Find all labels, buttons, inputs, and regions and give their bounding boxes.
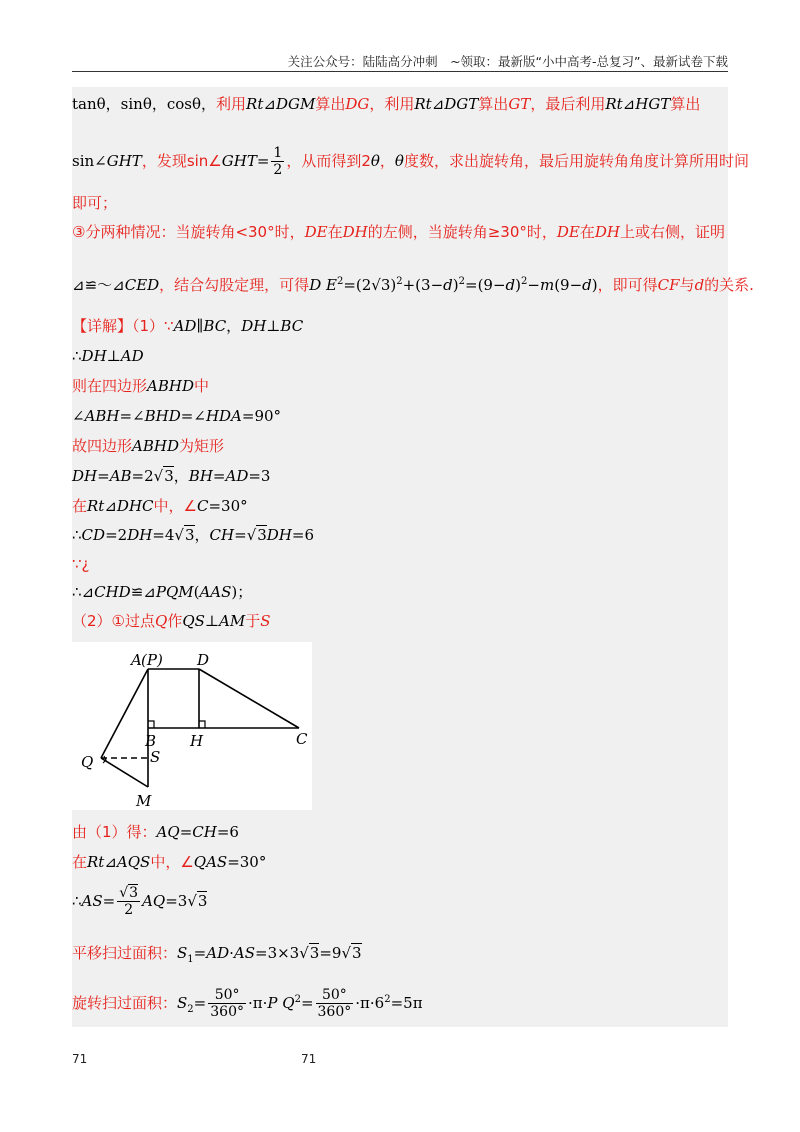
math: DH: [342, 223, 368, 241]
denominator: 360°: [210, 1004, 244, 1020]
text: ，即可得: [597, 276, 658, 294]
math: AD: [206, 944, 230, 962]
math: DGM: [275, 95, 316, 113]
solution-line-15: [72, 943, 362, 963]
sqrt: √3: [174, 526, 195, 544]
analysis-line-2: [72, 143, 749, 179]
math: PQM: [155, 583, 194, 601]
math: ⊥: [266, 317, 281, 335]
math: +(3−: [402, 276, 444, 294]
solution-line-16: [72, 983, 423, 1023]
math: Rt: [605, 95, 623, 113]
math: ·: [229, 944, 234, 962]
label-H: H: [190, 732, 204, 750]
math: ⊥: [106, 347, 121, 365]
math: ∥: [196, 317, 204, 335]
exponent: 2: [521, 276, 528, 287]
text: ，最后利用: [530, 95, 606, 113]
math: ∠: [72, 407, 85, 425]
text: ③分两种情况：当旋转角<30°时，: [72, 223, 305, 241]
math: =90°: [241, 407, 282, 425]
text: 上或右侧，证明: [620, 223, 726, 241]
solution-line-6: [72, 466, 270, 486]
text: 为矩形: [178, 437, 224, 455]
text: 中，∠: [153, 497, 197, 515]
math: ⊥: [204, 612, 220, 630]
text: 中，∠: [150, 853, 194, 871]
label-B: B: [145, 732, 157, 750]
text: 故四边形: [72, 437, 133, 455]
math: C: [196, 497, 209, 515]
math: =30°: [208, 497, 248, 515]
math: CD: [81, 526, 106, 544]
triangle-symbol: ⊿: [431, 95, 445, 113]
sqrt: √3: [299, 944, 320, 962]
math: sin∠: [72, 152, 107, 170]
math: =: [256, 152, 270, 170]
math: DH: [266, 526, 292, 544]
radicand: 3: [197, 892, 208, 910]
radicand: 3: [257, 526, 267, 544]
math: ABHD: [147, 377, 194, 395]
text: 与: [679, 276, 695, 294]
text: 则在四边形: [72, 377, 148, 395]
math: =(2√3): [343, 276, 397, 294]
label-M: M: [136, 792, 152, 810]
numerator: [117, 885, 140, 902]
label-Q: Q: [81, 753, 94, 771]
label-P: (P): [141, 651, 163, 669]
radicand: 3: [352, 944, 362, 962]
theta-text: θ，: [192, 95, 217, 113]
subscript: 1: [187, 954, 194, 965]
math: AD: [120, 347, 144, 365]
math: θ: [394, 152, 404, 170]
math: P Q: [267, 994, 295, 1012]
math: AD: [173, 317, 197, 335]
text: 作: [167, 612, 183, 630]
fraction-50-over-360: [316, 987, 354, 1020]
math: HDA: [205, 407, 242, 425]
denominator: 2: [273, 162, 283, 178]
math: −: [527, 276, 540, 294]
math: =: [102, 892, 116, 910]
therefore-symbol: ∴: [72, 892, 82, 910]
math: =: [193, 994, 207, 1012]
sin-text: θ，sin: [96, 95, 143, 113]
label-C: C: [296, 730, 308, 748]
math: AQ: [142, 892, 166, 910]
text: 利用: [216, 95, 247, 113]
math: ): [452, 276, 459, 294]
solution-line-13: [72, 852, 266, 872]
text: 在: [72, 853, 88, 871]
math: S: [260, 612, 271, 630]
math: =: [234, 526, 247, 544]
solution-line-2: [72, 346, 144, 366]
text: ，: [194, 526, 210, 544]
text: 在: [72, 497, 88, 515]
math: DH: [127, 526, 153, 544]
text: ，利用: [369, 95, 415, 113]
math: Rt: [87, 853, 105, 871]
exponent: 2: [294, 994, 301, 1005]
math: d: [505, 276, 516, 294]
text: ，结合勾股定理，可得: [159, 276, 310, 294]
math: DHC: [116, 497, 154, 515]
text: ，: [379, 152, 395, 170]
math: Rt: [87, 497, 105, 515]
math: Rt: [414, 95, 432, 113]
math: =∠: [119, 407, 145, 425]
text: ，发现sin∠: [141, 152, 222, 170]
math: GT: [508, 95, 531, 113]
analysis-line-4: [72, 222, 725, 242]
sqrt: √3: [187, 892, 208, 910]
sqrt: √3: [341, 944, 362, 962]
math: =2: [105, 526, 128, 544]
page-header: 关注公众号：陆陆高分冲刺 ~领取：最新版“小中高考-总复习”、最新试卷下载: [287, 54, 728, 69]
math: Rt: [246, 95, 264, 113]
math: =: [193, 944, 207, 962]
numerator: 1: [273, 145, 283, 161]
solution-line-12: [72, 822, 239, 842]
math: θ: [370, 152, 380, 170]
congruent-symbols: ⊿≌～⊿: [72, 276, 125, 294]
exponent: 2: [384, 994, 391, 1005]
solution-line-7: [72, 496, 248, 516]
math: =3: [248, 467, 271, 485]
fraction-50-over-360: [208, 987, 246, 1020]
radicand: 3: [129, 885, 139, 901]
math: =30°: [227, 853, 267, 871]
solution-line-14: [72, 881, 207, 921]
text: 算出: [315, 95, 346, 113]
detail-heading: 【详解】（1）∵: [72, 317, 174, 335]
math: S: [177, 994, 188, 1012]
text: ，: [173, 467, 189, 485]
denominator: 2: [124, 902, 134, 918]
sqrt: √3: [119, 885, 139, 901]
math: (9−: [554, 276, 583, 294]
text: 度数，求出旋转角，最后用旋转角角度计算所用时间: [403, 152, 749, 170]
math: QAS: [193, 853, 228, 871]
text: 的左侧，当旋转角≥30°时，: [367, 223, 557, 241]
math: =9: [319, 944, 342, 962]
exponent: 2: [396, 276, 403, 287]
content-area: [72, 87, 754, 1027]
math: DH: [81, 347, 107, 365]
math: DGT: [444, 95, 479, 113]
solution-line-11: [72, 611, 271, 631]
math: HGT: [635, 95, 671, 113]
text: （2）①过点: [72, 612, 155, 630]
math: BC: [203, 317, 227, 335]
triangle-symbol: ⊿: [104, 853, 117, 871]
therefore-symbol: ∴⊿: [72, 583, 95, 601]
radicand: 3: [184, 526, 195, 544]
segment-AQ: [101, 669, 148, 758]
math: m: [539, 276, 555, 294]
therefore-symbol: ∴: [72, 526, 82, 544]
math: =6: [291, 526, 315, 544]
math: AM: [219, 612, 246, 630]
denominator: 360°: [317, 1004, 352, 1020]
label-S: S: [150, 748, 161, 766]
solution-line-9: ∵¿: [72, 555, 90, 573]
header-rule: [72, 71, 728, 72]
segment-DC: [199, 669, 299, 728]
math: QS: [182, 612, 205, 630]
math: AS: [233, 944, 255, 962]
math: CH: [209, 526, 235, 544]
text: ，从而得到2: [286, 152, 371, 170]
exponent: 2: [336, 276, 344, 287]
cos-text: θ，cos: [142, 95, 192, 113]
math: DG: [345, 95, 370, 113]
solution-line-1: [72, 316, 303, 336]
math: =5π: [390, 994, 423, 1012]
segment-QM: [101, 758, 148, 787]
math: =3: [165, 892, 188, 910]
math: DH: [594, 223, 620, 241]
text: 由（1）得：: [72, 823, 157, 841]
math: D E: [309, 276, 337, 294]
math: (: [193, 583, 200, 601]
triangle-symbol: ⊿: [104, 497, 117, 515]
math: CED: [124, 276, 160, 294]
solution-line-3: [72, 376, 209, 396]
text: ，: [226, 317, 242, 335]
page-number-left: 71: [72, 1052, 88, 1066]
right-angle-H: [199, 721, 205, 728]
math: CH: [192, 823, 217, 841]
subscript: 2: [187, 1004, 194, 1015]
solution-line-8: [72, 525, 314, 545]
math: S: [177, 944, 188, 962]
math: =(9−: [465, 276, 506, 294]
math: =: [212, 467, 226, 485]
math: DH: [72, 467, 98, 485]
math: CHD: [94, 583, 131, 601]
math: DE: [556, 223, 580, 241]
text: 算出: [478, 95, 509, 113]
solution-line-4: [72, 406, 281, 426]
solution-line-10: [72, 582, 252, 602]
text: 在: [327, 223, 343, 241]
triangle-symbol: ⊿: [263, 95, 276, 113]
label-A: A: [131, 651, 142, 669]
math: ABH: [84, 407, 120, 425]
analysis-line-5: [72, 275, 754, 295]
math: ·π·6: [355, 994, 385, 1012]
math: =2: [131, 467, 154, 485]
math: BH: [188, 467, 213, 485]
text: 在: [579, 223, 595, 241]
math: AAS: [199, 583, 232, 601]
math: =3×3: [255, 944, 300, 962]
math: AS: [81, 892, 103, 910]
radicand: 3: [309, 944, 320, 962]
math: )；: [231, 583, 253, 601]
math: AB: [109, 467, 132, 485]
math: ): [591, 276, 598, 294]
math: =: [300, 994, 314, 1012]
math: AQS: [116, 853, 151, 871]
math: DH: [241, 317, 267, 335]
congruent-symbol: ≌⊿: [130, 583, 156, 601]
math: CF: [657, 276, 680, 294]
text: 于: [245, 612, 261, 630]
math: DE: [304, 223, 328, 241]
math: AD: [225, 467, 249, 485]
math: BHD: [144, 407, 181, 425]
text: 算出: [670, 95, 701, 113]
fraction-one-half: [271, 145, 284, 178]
geometry-figure: [72, 642, 312, 810]
text: 旋转扫过面积：: [72, 994, 178, 1012]
math: ABHD: [132, 437, 179, 455]
tan-text: tan: [72, 95, 97, 113]
therefore-symbol: ∴: [72, 347, 82, 365]
math: d: [582, 276, 592, 294]
label-D: D: [197, 651, 210, 669]
math: AQ: [156, 823, 180, 841]
math: GHT: [221, 152, 257, 170]
math: =6: [216, 823, 239, 841]
triangle-symbol: ⊿: [622, 95, 636, 113]
math: GHT: [106, 152, 142, 170]
solution-line-5: [72, 436, 224, 456]
math: d: [443, 276, 453, 294]
fraction-sqrt3-over-2: [117, 885, 140, 918]
numerator: 50°: [208, 987, 246, 1004]
page-number-center: 71: [301, 1052, 317, 1066]
sqrt: √3: [246, 526, 267, 544]
math: d: [694, 276, 705, 294]
geometry-diagram: [72, 642, 312, 810]
math: =∠: [180, 407, 206, 425]
math: ·π·: [247, 994, 268, 1012]
sqrt: √3: [153, 467, 174, 485]
right-angle-B: [148, 721, 154, 728]
text: 中: [193, 377, 209, 395]
math: =: [179, 823, 193, 841]
text: 的关系.: [704, 276, 754, 294]
radicand: 3: [164, 467, 174, 485]
math: Q: [155, 612, 168, 630]
analysis-line-1: [72, 94, 700, 114]
math: =: [97, 467, 110, 485]
math: =4: [152, 526, 175, 544]
math: BC: [280, 317, 304, 335]
exponent: 2: [458, 276, 465, 287]
text: 平移扫过面积：: [72, 944, 178, 962]
numerator: 50°: [316, 987, 354, 1004]
analysis-line-3: 即可；: [72, 194, 118, 212]
math: ): [515, 276, 522, 294]
